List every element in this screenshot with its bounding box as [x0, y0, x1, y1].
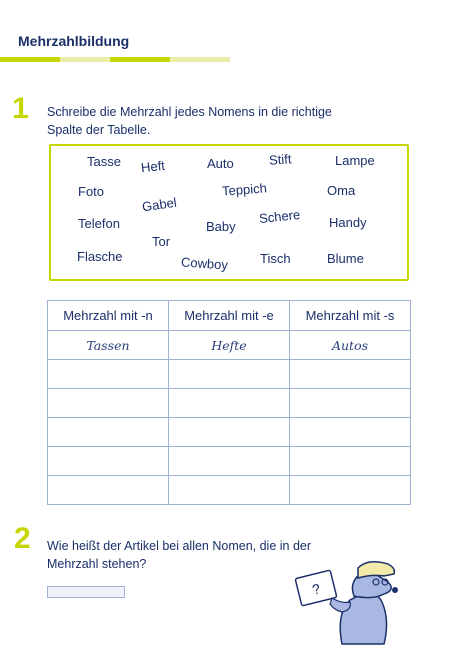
answer-cell[interactable] — [169, 389, 290, 418]
page-title: Mehrzahlbildung — [18, 33, 130, 49]
answer-cell[interactable] — [290, 476, 411, 505]
answer-cell[interactable] — [48, 476, 169, 505]
answer-cell[interactable] — [169, 360, 290, 389]
answer-cell[interactable] — [290, 389, 411, 418]
word: Auto — [207, 156, 234, 171]
exercise-instruction: Schreibe die Mehrzahl jedes Nomens in die richtige Spalte der Tabelle. — [47, 105, 332, 137]
word: Stift — [268, 151, 292, 168]
word: Foto — [78, 184, 105, 199]
answer-cell[interactable] — [48, 447, 169, 476]
word: Handy — [329, 215, 367, 230]
example-cell: Tassen — [48, 331, 169, 360]
answer-cell[interactable] — [48, 418, 169, 447]
word: Flasche — [77, 249, 123, 264]
word: Gabel — [141, 194, 178, 215]
word: Schere — [258, 206, 301, 227]
word: Lampe — [335, 153, 375, 168]
heading-bar — [170, 57, 230, 62]
column-header: Mehrzahl mit -e — [169, 301, 290, 331]
exercise-number: 2 — [14, 522, 31, 555]
answer-field[interactable] — [47, 586, 125, 598]
heading-bar — [0, 57, 60, 62]
column-header: Mehrzahl mit -n — [48, 301, 169, 331]
word: Tisch — [260, 251, 291, 266]
example-cell: Hefte — [169, 331, 290, 360]
word: Cowboy — [180, 254, 229, 273]
word: Teppich — [221, 180, 268, 199]
column-header: Mehrzahl mit -s — [290, 301, 411, 331]
answer-cell[interactable] — [169, 476, 290, 505]
word-box — [49, 144, 409, 281]
word: Telefon — [78, 216, 120, 231]
question-mark-icon: ? — [310, 580, 322, 598]
word: Baby — [206, 219, 236, 234]
word: Oma — [327, 183, 356, 198]
word: Blume — [327, 251, 364, 266]
answer-cell[interactable] — [169, 418, 290, 447]
answer-cell[interactable] — [169, 447, 290, 476]
answer-cell[interactable] — [290, 418, 411, 447]
word: Tor — [152, 234, 171, 249]
heading-bar — [60, 57, 110, 62]
heading-bar — [110, 57, 170, 62]
answer-cell[interactable] — [290, 360, 411, 389]
answer-cell[interactable] — [290, 447, 411, 476]
word: Heft — [140, 157, 166, 176]
exercise-number: 1 — [12, 92, 29, 125]
example-cell: Autos — [290, 331, 411, 360]
answer-cell[interactable] — [48, 360, 169, 389]
mouse-mascot-illustration — [292, 556, 412, 646]
plural-table — [47, 300, 411, 505]
exercise-question: Wie heißt der Artikel bei allen Nomen, die in der Mehrzahl stehen? — [47, 539, 312, 571]
word: Tasse — [87, 154, 121, 169]
answer-cell[interactable] — [48, 389, 169, 418]
